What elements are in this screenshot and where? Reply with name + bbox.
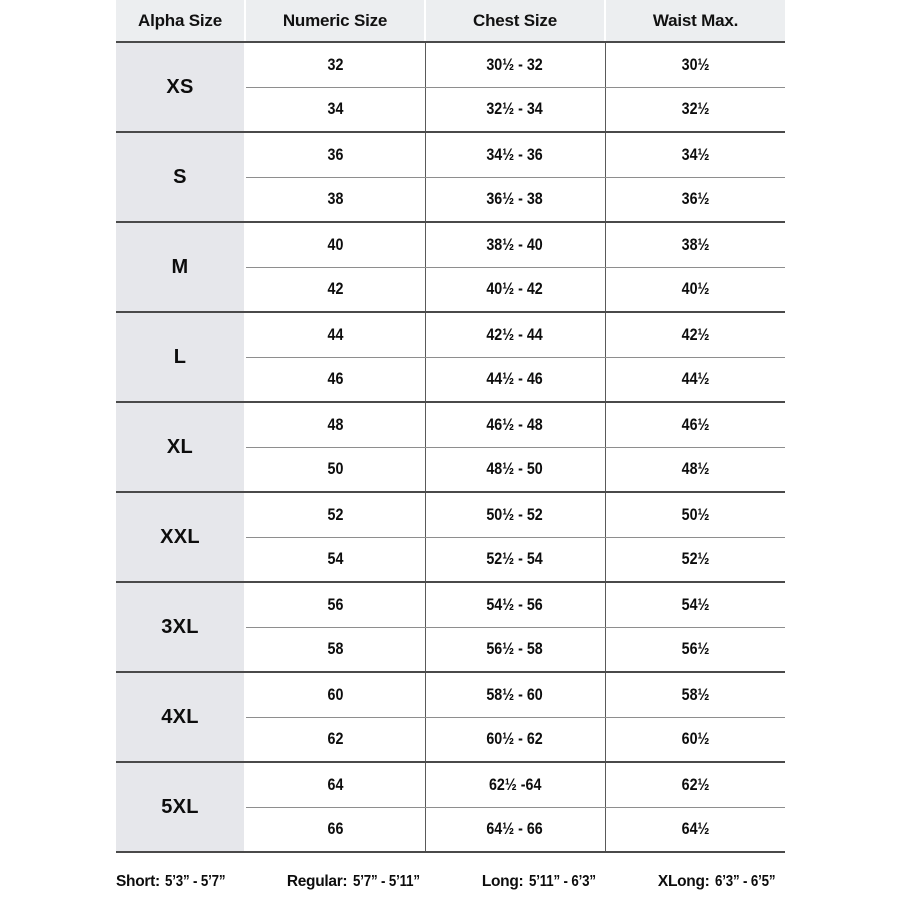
numeric-size-cell — [245, 357, 425, 402]
chest-size-cell-value: 40½ - 42 — [486, 279, 544, 299]
alpha-size-label: L — [173, 345, 187, 368]
numeric-size-cell-value: 58 — [327, 639, 344, 659]
waist-max-cell-value: 36½ — [681, 189, 710, 209]
waist-max-cell — [605, 357, 785, 402]
chest-size-cell — [425, 267, 605, 312]
legend-item-value: 5’11” - 6’3” — [528, 873, 596, 890]
numeric-size-cell-value: 34 — [327, 99, 344, 119]
header-row — [116, 0, 785, 42]
waist-max-cell — [605, 312, 785, 357]
chest-size-cell — [425, 807, 605, 852]
alpha-size-label: 5XL — [161, 795, 199, 818]
waist-max-cell-value: 38½ — [681, 234, 710, 254]
chest-size-cell — [425, 537, 605, 582]
chest-size-cell-value: 30½ - 32 — [486, 54, 544, 74]
alpha-size-label: S — [173, 165, 187, 188]
waist-max-cell — [605, 717, 785, 762]
waist-max-cell-value: 56½ — [681, 639, 710, 659]
waist-max-cell-value: 58½ — [681, 684, 710, 704]
numeric-size-cell — [245, 312, 425, 357]
numeric-size-cell — [245, 807, 425, 852]
numeric-size-cell-value: 40 — [327, 234, 344, 254]
legend-item-value: 5’3” - 5’7” — [165, 873, 226, 890]
legend-item-value: 5’7” - 5’11” — [352, 873, 420, 890]
numeric-size-cell-value: 64 — [327, 774, 344, 794]
waist-max-cell — [605, 267, 785, 312]
numeric-size-cell-value: 44 — [327, 324, 344, 344]
numeric-size-cell — [245, 222, 425, 267]
legend-item — [482, 873, 607, 891]
waist-max-cell-value: 60½ — [681, 729, 710, 749]
waist-max-cell-value: 42½ — [681, 324, 710, 344]
chest-size-cell — [425, 672, 605, 717]
alpha-size-cell — [116, 492, 245, 582]
column-header-waist-max — [605, 0, 785, 42]
chest-size-cell — [425, 402, 605, 447]
numeric-size-cell — [245, 132, 425, 177]
chest-size-cell — [425, 357, 605, 402]
size-chart-container — [116, 0, 785, 853]
chest-size-cell-value: 44½ - 46 — [486, 369, 544, 389]
waist-max-cell-value: 52½ — [681, 549, 710, 569]
numeric-size-cell — [245, 717, 425, 762]
waist-max-cell-value: 46½ — [681, 414, 710, 434]
numeric-size-cell-value: 56 — [327, 594, 344, 614]
table-header — [116, 0, 785, 42]
waist-max-cell-value: 34½ — [681, 144, 710, 164]
numeric-size-cell-value: 42 — [327, 279, 344, 299]
numeric-size-cell-value: 60 — [327, 684, 344, 704]
table-row — [116, 762, 785, 807]
numeric-size-cell — [245, 267, 425, 312]
chest-size-cell — [425, 492, 605, 537]
chest-size-cell — [425, 222, 605, 267]
numeric-size-cell-value: 36 — [327, 144, 344, 164]
numeric-size-cell — [245, 762, 425, 807]
legend-item-label: Regular: — [286, 873, 348, 890]
numeric-size-cell — [245, 87, 425, 132]
chest-size-cell-value: 48½ - 50 — [486, 459, 544, 479]
legend-item-value: 6’3” - 6’5” — [714, 873, 776, 890]
numeric-size-cell — [245, 672, 425, 717]
chest-size-cell-value: 38½ - 40 — [486, 234, 544, 254]
waist-max-cell-value: 62½ — [681, 774, 710, 794]
column-header-alpha-size-label: Alpha Size — [138, 10, 222, 30]
table-row — [116, 402, 785, 447]
table-row — [116, 312, 785, 357]
alpha-size-label: M — [171, 255, 189, 278]
chest-size-cell-value: 46½ - 48 — [486, 414, 544, 434]
chest-size-cell-value: 60½ - 62 — [486, 729, 544, 749]
chest-size-cell-value: 34½ - 36 — [486, 144, 544, 164]
size-chart-table — [116, 0, 785, 853]
alpha-size-cell — [116, 582, 245, 672]
chest-size-cell — [425, 582, 605, 627]
waist-max-cell-value: 40½ — [681, 279, 710, 299]
alpha-size-cell — [116, 672, 245, 762]
table-row — [116, 222, 785, 267]
chest-size-cell-value: 62½ -64 — [488, 774, 542, 794]
chest-size-cell — [425, 717, 605, 762]
waist-max-cell — [605, 762, 785, 807]
alpha-size-label: XL — [166, 435, 194, 458]
waist-max-cell — [605, 627, 785, 672]
table-row — [116, 42, 785, 87]
column-header-chest-size-label: Chest Size — [473, 10, 557, 30]
alpha-size-label: 4XL — [161, 705, 199, 728]
alpha-size-cell — [116, 312, 245, 402]
chest-size-cell-value: 42½ - 44 — [486, 324, 544, 344]
column-header-chest-size — [425, 0, 605, 42]
numeric-size-cell-value: 46 — [327, 369, 344, 389]
alpha-size-cell — [116, 132, 245, 222]
numeric-size-cell-value: 50 — [327, 459, 344, 479]
numeric-size-cell — [245, 42, 425, 87]
chest-size-cell — [425, 132, 605, 177]
numeric-size-cell-value: 52 — [327, 504, 344, 524]
waist-max-cell — [605, 537, 785, 582]
waist-max-cell-value: 30½ — [681, 54, 710, 74]
numeric-size-cell — [245, 537, 425, 582]
waist-max-cell — [605, 402, 785, 447]
waist-max-cell — [605, 42, 785, 87]
chest-size-cell-value: 50½ - 52 — [486, 504, 544, 524]
waist-max-cell — [605, 87, 785, 132]
chest-size-cell-value: 36½ - 38 — [486, 189, 544, 209]
column-header-waist-max-label: Waist Max. — [652, 10, 739, 30]
height-legend — [116, 873, 785, 891]
numeric-size-cell — [245, 582, 425, 627]
numeric-size-cell-value: 32 — [327, 54, 344, 74]
legend-item — [116, 873, 235, 891]
table-row — [116, 672, 785, 717]
numeric-size-cell — [245, 402, 425, 447]
chest-size-cell — [425, 87, 605, 132]
waist-max-cell — [605, 132, 785, 177]
legend-item — [287, 873, 431, 891]
legend-item-label: Long: — [481, 873, 524, 890]
chest-size-cell — [425, 762, 605, 807]
waist-max-cell-value: 54½ — [681, 594, 710, 614]
alpha-size-cell — [116, 42, 245, 132]
waist-max-cell-value: 44½ — [681, 369, 710, 389]
waist-max-cell — [605, 177, 785, 222]
waist-max-cell — [605, 582, 785, 627]
waist-max-cell — [605, 672, 785, 717]
waist-max-cell-value: 32½ — [681, 99, 710, 119]
chest-size-cell — [425, 627, 605, 672]
numeric-size-cell-value: 48 — [327, 414, 344, 434]
numeric-size-cell — [245, 627, 425, 672]
table-row — [116, 132, 785, 177]
legend-item-label: XLong: — [657, 873, 710, 890]
numeric-size-cell-value: 62 — [327, 729, 344, 749]
waist-max-cell-value: 50½ — [681, 504, 710, 524]
table-body — [116, 42, 785, 852]
waist-max-cell — [605, 807, 785, 852]
numeric-size-cell-value: 66 — [327, 819, 344, 839]
waist-max-cell — [605, 447, 785, 492]
chest-size-cell-value: 52½ - 54 — [486, 549, 544, 569]
chest-size-cell — [425, 42, 605, 87]
alpha-size-cell — [116, 222, 245, 312]
alpha-size-cell — [116, 762, 245, 852]
column-header-numeric-size — [245, 0, 425, 42]
numeric-size-cell-value: 38 — [327, 189, 344, 209]
chest-size-cell-value: 64½ - 66 — [486, 819, 544, 839]
alpha-size-label: 3XL — [161, 615, 199, 638]
column-header-alpha-size — [116, 0, 245, 42]
waist-max-cell-value: 48½ — [681, 459, 710, 479]
waist-max-cell — [605, 492, 785, 537]
chest-size-cell-value: 56½ - 58 — [486, 639, 544, 659]
waist-max-cell-value: 64½ — [681, 819, 710, 839]
chest-size-cell — [425, 312, 605, 357]
alpha-size-label: XXL — [160, 525, 200, 548]
alpha-size-cell — [116, 402, 245, 492]
numeric-size-cell — [245, 492, 425, 537]
column-header-numeric-size-label: Numeric Size — [282, 10, 388, 30]
chest-size-cell — [425, 177, 605, 222]
legend-item-label: Short: — [116, 873, 160, 890]
chest-size-cell-value: 32½ - 34 — [486, 99, 544, 119]
table-row — [116, 582, 785, 627]
waist-max-cell — [605, 222, 785, 267]
legend-item — [658, 873, 785, 891]
chest-size-cell-value: 58½ - 60 — [486, 684, 544, 704]
table-row — [116, 492, 785, 537]
numeric-size-cell — [245, 447, 425, 492]
chest-size-cell-value: 54½ - 56 — [486, 594, 544, 614]
numeric-size-cell — [245, 177, 425, 222]
alpha-size-label: XS — [166, 75, 194, 98]
numeric-size-cell-value: 54 — [327, 549, 344, 569]
chest-size-cell — [425, 447, 605, 492]
